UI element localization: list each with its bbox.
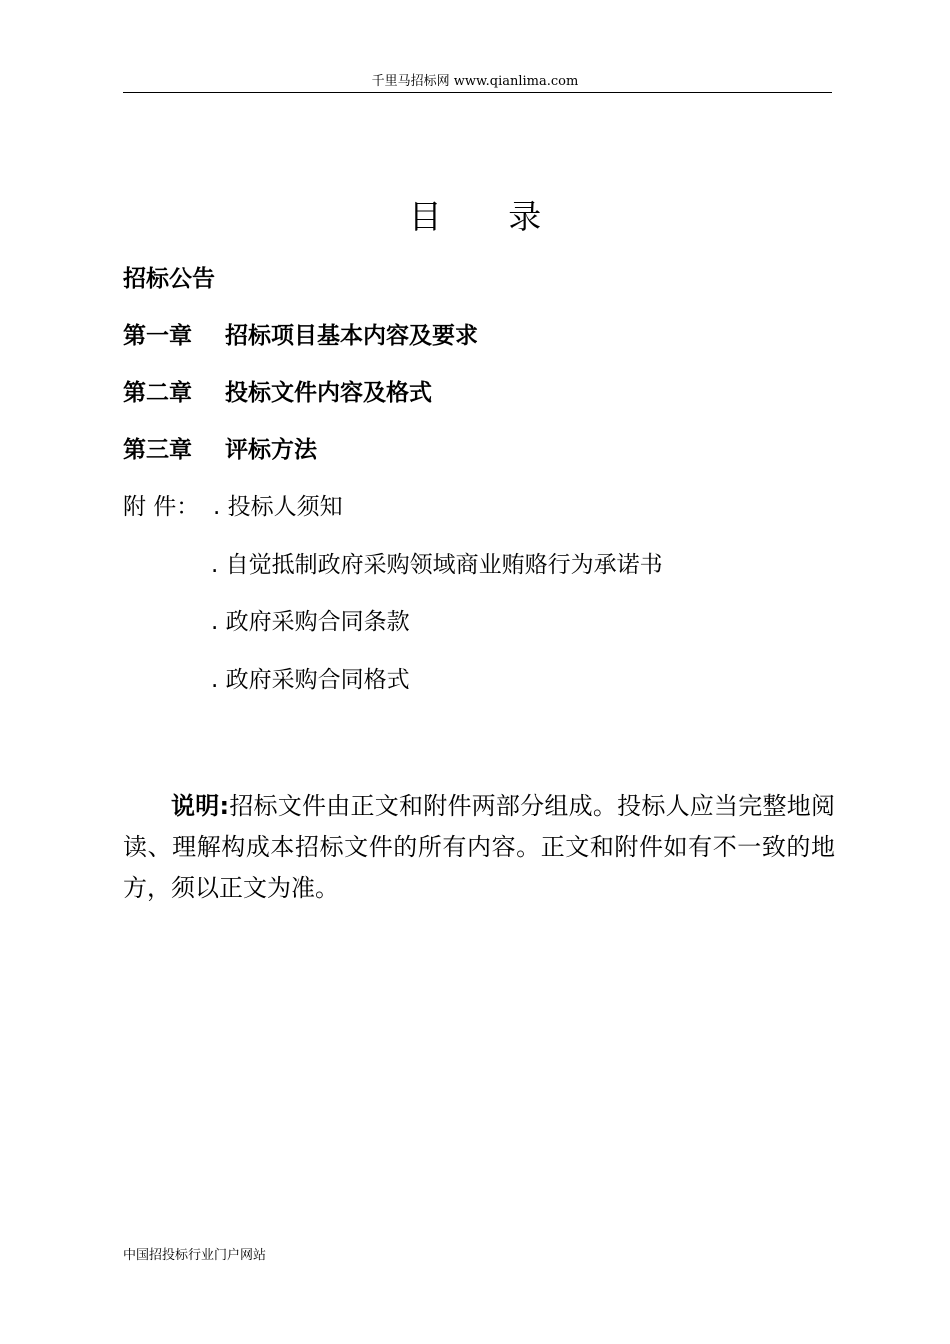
header-site-name: 千里马招标网 www.qianlima.com — [371, 74, 579, 89]
chapter-title: 招标项目基本内容及要求 — [225, 323, 478, 349]
toc-item-chapter-2[interactable] — [123, 378, 432, 408]
toc-annex-item-2[interactable]: . 自觉抵制政府采购领域商业贿赂行为承诺书 — [211, 552, 663, 578]
chapter-number: 第二章 — [123, 380, 192, 406]
header-divider — [123, 92, 832, 93]
toc-item-chapter-1[interactable] — [123, 321, 478, 351]
toc-annex-row — [123, 492, 343, 522]
chapter-title: 投标文件内容及格式 — [225, 380, 432, 406]
toc-annex-item-3[interactable]: . 政府采购合同条款 — [211, 609, 410, 635]
toc-annex-item-1[interactable]: . 投标人须知 — [213, 494, 343, 520]
note-paragraph — [123, 786, 835, 909]
note-label: 说明: — [171, 792, 230, 820]
chapter-number: 第一章 — [123, 323, 192, 349]
chapter-number: 第三章 — [123, 437, 192, 463]
annex-label: 附 件： — [123, 494, 200, 520]
toc-item-chapter-3[interactable] — [123, 435, 317, 465]
page-footer: 中国招投标行业门户网站 — [123, 1248, 267, 1263]
toc-item-announcement[interactable]: 招标公告 — [123, 266, 215, 292]
toc-annex-item-4[interactable]: . 政府采购合同格式 — [211, 667, 410, 693]
chapter-title: 评标方法 — [225, 437, 317, 463]
note-text: 招标文件由正文和附件两部分组成。投标人应当完整地阅读、理解构成本招标文件的所有内容。正文和附件如有不一致的地方，须以正文为准。 — [123, 792, 835, 902]
toc-title: 目 录 — [408, 197, 570, 236]
